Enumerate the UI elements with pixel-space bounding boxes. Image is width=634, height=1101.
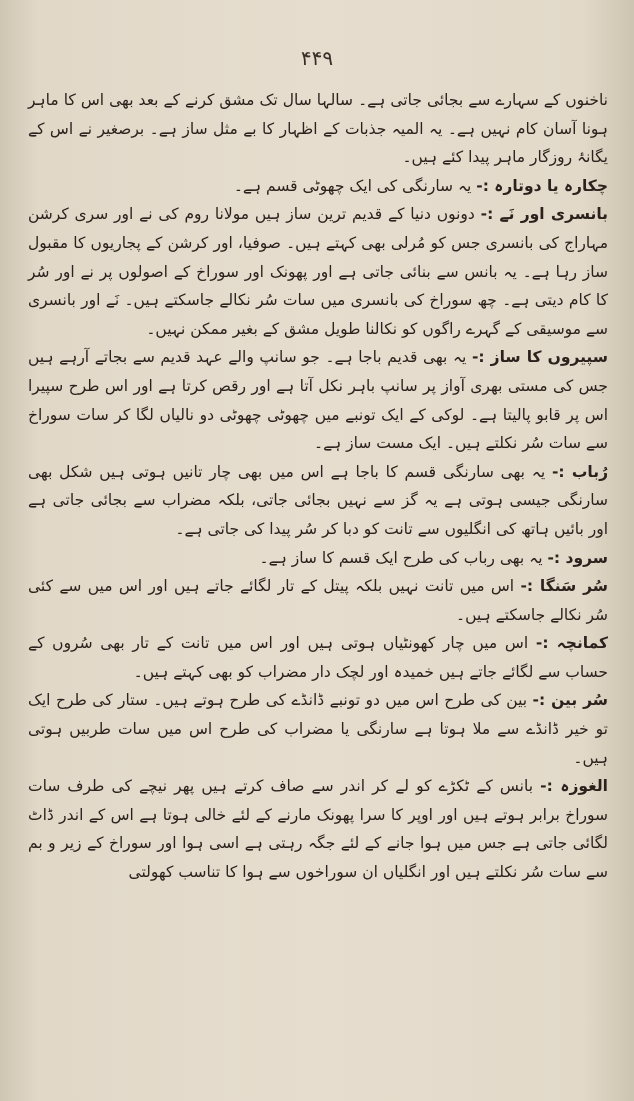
paragraph-text: یہ بھی قدیم باجا ہے۔ جو سانپ والے عہد قدیم سے بجاتے آرہے ہیں جس کی مستی بھری آواز پر سانپ باہر نکل آتا ہے اور رقص کرتا ہے اور اس طرح سپیرا اس پر قابو پالیتا ہے۔ لوکی کے ایک تونبے میں چھوٹی چھوٹی دو نالیاں لگا کر سات سوراخ سے سات سُر نکلتے ہیں۔ ایک مست ساز ہے۔	[28, 348, 608, 453]
paragraph-term: کمانچہ :-	[535, 634, 609, 653]
paragraph	[28, 572, 608, 629]
paragraph	[28, 200, 608, 343]
paragraph	[28, 86, 608, 172]
paragraph-text: بین کی طرح اس میں دو تونبے ڈانڈے کی طرح ہوتے ہیں۔ ستار کی طرح ایک تو خیر ڈانڈے سے ملا ہوتا ہے سارنگی یا مضراب کی طرح اس میں سات طربیں ہوتی ہیں۔	[28, 691, 608, 767]
paragraph-text: اس میں چار کھونٹیاں ہوتی ہیں اور اس میں تانت کے تار بھی سُروں کے حساب سے لگائے جاتے ہیں خمیدہ اور لچک دار مضراب کو بھی کہتے ہیں۔	[28, 634, 608, 681]
paragraph-text: دونوں دنیا کے قدیم ترین ساز ہیں مولانا روم کی نے اور سری کرشن مہاراج کی بانسری جس کو مُرلی بھی کہتے ہیں۔ صوفیا، اور کرشن کے پجاریوں کا مقبول ساز رہا ہے۔ یہ بانس سے بنائی جاتی ہے اور پھونک اور سوراخ کے اصولوں پر نے اور سُر کا کام دیتی ہے۔ چھ سوراخ کی بانسری میں سات سُر نکالے جاسکتے ہیں۔ نَے اور بانسری سے موسیقی کے گہرے راگوں کو نکالنا طویل مشق کے بغیر ممکن نہیں۔	[28, 205, 608, 338]
paragraph-term: بانسری اور نَے :-	[480, 205, 608, 224]
paragraph-text: بانس کے ٹکڑے کو لے کر اندر سے صاف کرتے ہیں پھر نیچے کی طرف سات سوراخ برابر ہوتے ہیں اور اوپر کا سرا پھونک مارنے کے لئے خالی ہوتا ہے اس کے اندر ڈاٹ لگائی جاتی ہے جس میں ہوا جانے کے لئے جگہ رہتی ہے اسی ہوا اور سوراخ کے زیر و بم سے سات سُر نکلتے ہیں اور انگلیاں ان سوراخوں سے ہوا کا تناسب کھولتی	[28, 777, 608, 882]
body-text	[28, 86, 608, 887]
page-number: ۴۴۹	[300, 46, 334, 70]
paragraph	[28, 629, 608, 686]
paragraph-term: چکارہ یا دوتارہ :-	[476, 176, 608, 195]
paragraph-term: سُر سَنگا :-	[520, 577, 609, 596]
paragraph-term: الغوزہ :-	[540, 777, 608, 796]
paragraph	[28, 544, 608, 573]
paragraph-text: ناخنوں کے سہارے سے بجائی جاتی ہے۔ سالہا سال تک مشق کرنے کے بعد بھی اس کا ماہر ہونا آسان کام نہیں ہے۔ یہ المیہ جذبات کے اظہار کا بے مثل ساز ہے۔ برصغیر نے اس کے یگانۂ روزگار ماہر پیدا کئے ہیں۔	[28, 91, 608, 167]
paragraph	[28, 343, 608, 457]
paragraph-term: سُر بین :-	[532, 691, 608, 710]
paragraph	[28, 458, 608, 544]
paragraph-text: یہ بھی سارنگی قسم کا باجا ہے اس میں بھی چار تانیں ہوتی ہیں شکل بھی سارنگی جیسی ہوتی ہے یہ گز سے نہیں بجائی جاتی، بلکہ مضراب سے بجائی جاتی ہے اور بائیں ہاتھ کی انگلیوں سے تانت کو دبا کر سُر پیدا کی جاتی ہے۔	[28, 462, 608, 538]
paragraph-term: سپیروں کا ساز :-	[471, 348, 608, 367]
paragraph	[28, 172, 608, 201]
paragraph-text: یہ سارنگی کی ایک چھوٹی قسم ہے۔	[233, 176, 477, 195]
paragraph	[28, 686, 608, 772]
paragraph-term: رُباب :-	[551, 462, 608, 481]
paragraph-text: اس میں تانت نہیں بلکہ پیتل کے تار لگائے جاتے ہیں اور اس میں سے کئی سُر نکالے جاسکتے ہیں۔	[28, 577, 608, 624]
paragraph-text: یہ بھی رباب کی طرح ایک قسم کا ساز ہے۔	[259, 548, 548, 567]
paragraph-term: سرود :-	[547, 548, 608, 567]
paragraph	[28, 772, 608, 886]
